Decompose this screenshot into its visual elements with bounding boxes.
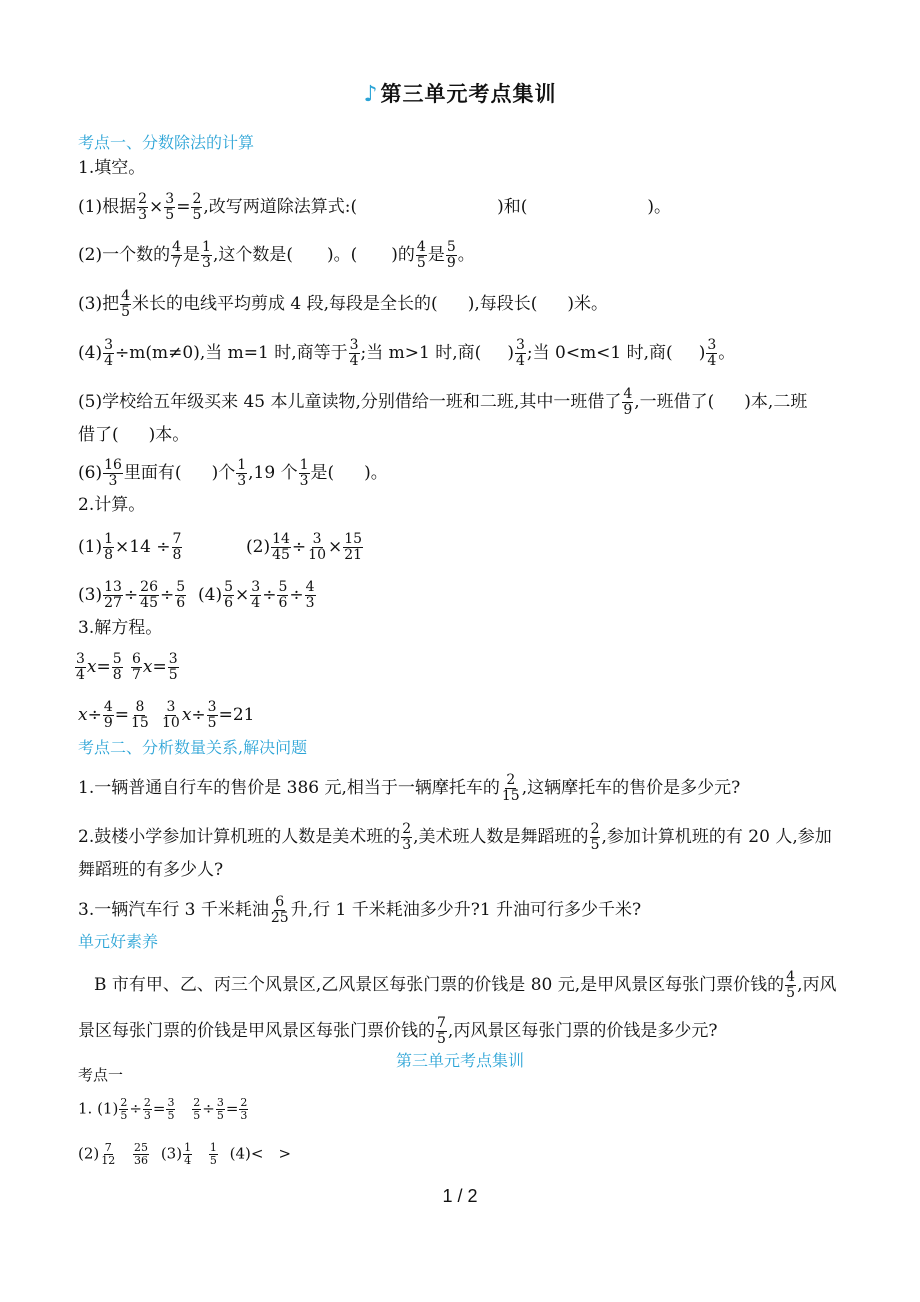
question-1-heading: 1.填空。 [78,158,146,178]
problem-1: 1.一辆普通自行车的售价是 386 元,相当于一辆摩托车的 $\frac{2}{15}$ ,这辆摩托车的售价是多少元? [78,772,741,804]
q1-item-2: (2)一个数的 $\frac{4}{7}$ 是 $\frac{1}{3}$ ,这个数是( )。( )的 $\frac{4}{5}$ 是 $\frac{5}{9}$ 。 [78,239,475,271]
q2-calc-4: (4) $\frac{5}{6}$ × $\frac{3}{4}$ ÷ $\frac{5}{6}$ ÷ $\frac{4}{3}$ [198,579,315,611]
section-heading-1: 考点一、分数除法的计算 [78,133,255,152]
q1-item-3: (3)把 $\frac{4}{5}$ 米长的电线平均剪成 4 段,每段是全长的( ),每段长( )米。 [78,288,608,320]
extension-problem-line2: 景区每张门票的价钱是甲风景区每张门票价钱的 $\frac{7}{5}$ ,丙风景区每张门票的价钱是多少元? [78,1015,718,1047]
q2-calc-2: (2) $\frac{14}{45}$ ÷ $\frac{3}{10}$ × $\frac{15}{21}$ [246,531,363,563]
problem-2-line1: 2.鼓楼小学参加计算机班的人数是美术班的 $\frac{2}{3}$ ,美术班人数是舞蹈班的 $\frac{2}{5}$ ,参加计算机班的有 20 人,参加 [78,821,832,853]
question-2-heading: 2.计算。 [78,495,146,515]
q1-item-5-line1: (5)学校给五年级买来 45 本儿童读物,分别借给一班和二班,其中一班借了 $\frac{4}{9}$ ,一班借了( )本,二班 [78,386,808,418]
question-3-heading: 3.解方程。 [78,618,163,638]
q1-item-1: (1)根据 $\frac{2}{3}$ × $\frac{3}{5}$ = $\frac{2}{5}$ ,改写两道除法算式:( )和( )。 [78,191,672,223]
page-number: 1 / 2 [442,1186,478,1206]
problem-2-line2: 舞蹈班的有多少人? [78,860,224,880]
equation-3: x÷ $\frac{4}{9}$ = $\frac{8}{15}$ [78,699,149,731]
answer-title: 第三单元考点集训 [395,1051,524,1070]
page-title: ♪第三单元考点集训 [363,81,557,107]
extension-problem-line1: B 市有甲、乙、丙三个风景区,乙风景区每张门票的价钱是 80 元,是甲风景区每张门票价钱的 $\frac{4}{5}$ ,丙风 [94,969,837,1001]
q1-item-4: (4) $\frac{3}{4}$ ÷m(m≠0),当 m=1 时,商等于 $\frac{3}{4}$ ;当 m>1 时,商( ) $\frac{3}{4}$ ;当 0<m<1 时,商( ) $\frac{3}{4}$ 。 [78,337,736,369]
music-note-icon: ♪ [363,81,379,107]
answer-line-1: 1. (1) $\frac{2}{5}$ ÷ $\frac{2}{3}$ = $\frac{3}{5}$ $\frac{2}{5}$ ÷ $\frac{3}{5}$ = $\frac{2}{3}$ [78,1096,248,1122]
equation-1: $\frac{3}{4}$ x= $\frac{5}{8}$ [76,651,122,683]
problem-3: 3.一辆汽车行 3 千米耗油 $\frac{6}{25}$ 升,行 1 千米耗油多少升?1 升油可行多少千米? [78,894,642,926]
answer-section-1: 考点一 [78,1066,124,1084]
section-heading-3: 单元好素养 [78,932,159,951]
q1-item-5-line2: 借了( )本。 [78,425,190,445]
equation-4: $\frac{3}{10}$ x÷ $\frac{3}{5}$ =21 [162,699,255,731]
q2-calc-1: (1) $\frac{1}{8}$ ×14 ÷ $\frac{7}{8}$ [78,531,182,563]
q2-calc-3: (3) $\frac{13}{27}$ ÷ $\frac{26}{45}$ ÷ $\frac{5}{6}$ [78,579,186,611]
equation-2: $\frac{6}{7}$ x= $\frac{3}{5}$ [132,651,178,683]
q1-item-6: (6) $\frac{16}{3}$ 里面有( )个 $\frac{1}{3}$ ,19 个 $\frac{1}{3}$ 是( )。 [78,457,388,489]
section-heading-2: 考点二、分析数量关系,解决问题 [78,738,308,757]
answer-line-2: (2) $\frac{7}{12}$ $\frac{25}{36}$ (3) $\frac{1}{4}$ $\frac{1}{5}$ (4)< > [78,1141,292,1167]
